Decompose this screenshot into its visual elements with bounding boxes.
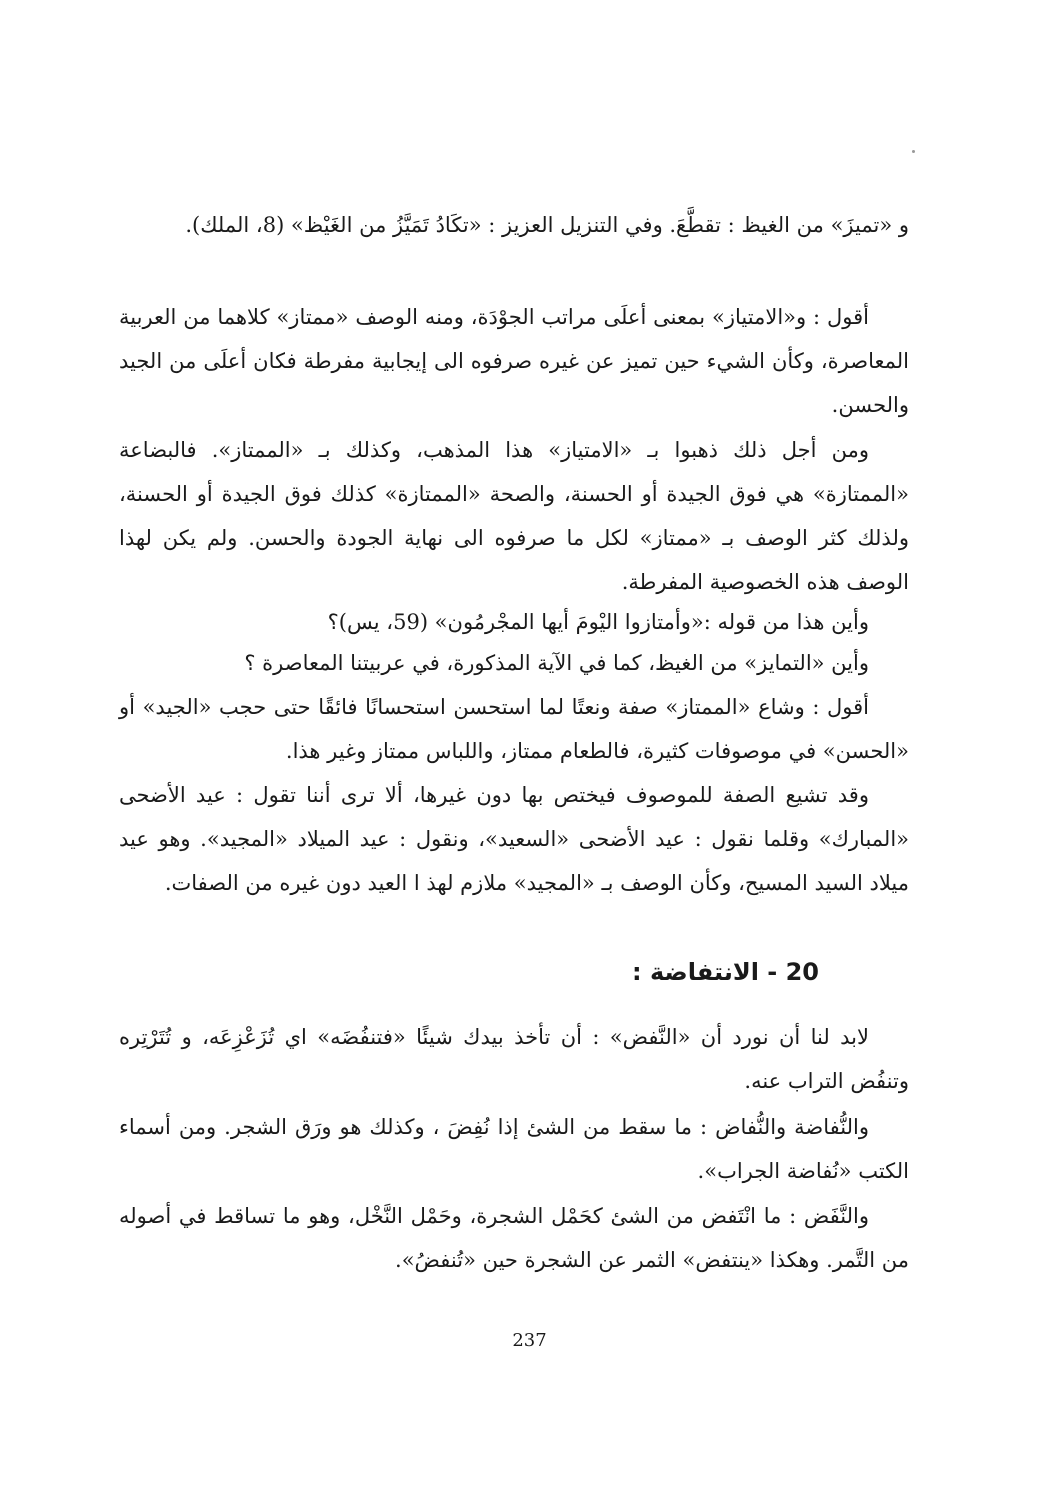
paragraph-feast-adjectives (119, 773, 909, 905)
paragraph-text: أقول : و«الامتياز» بمعنى أعلَى مراتب الجوْدَة، ومنه الوصف «ممتاز» كلاهما من العربية المعاصرة، وكأن الشيء حين تميز عن غيره صرفوه الى إيجابية مفرطة فكان أعلَى من الجيد والحسن. (119, 305, 909, 417)
paragraph-text: والنَّفَض : ما انْتَفض من الشئ كحَمْل الشجرة، وحَمْل النَّخْل، وهو ما تساقط في أصوله من التَّمر. وهكذا «ينتفض» الثمر عن الشجرة حين «تُنفضُ». (119, 1204, 909, 1272)
paragraph-text: و «تميزَ» من الغيظ : تقطَّعَ. وفي التنزيل العزيز : «تكَادُ تَمَيَّزُ من الغَيْظ» (8، الملك). (185, 213, 909, 237)
scan-speck (912, 150, 915, 153)
paragraph-mumtaz-usage (119, 428, 909, 604)
paragraph-text: لابد لنا أن نورد أن «النَّفض» : أن تأخذ بيدك شيئًا «فتنفُضَه» اي تُزَعْزِعَه، و تُتَرْتِره وتنفُض التراب عنه. (119, 1025, 909, 1093)
paragraph-mumtaz-spread (119, 685, 909, 773)
paragraph-text: وأين «التمايز» من الغيظ، كما في الآية المذكورة، في عربيتنا المعاصرة ؟ (244, 651, 869, 675)
paragraph-tamayyaza (119, 203, 909, 247)
paragraph-text: وأين هذا من قوله :«وأمتازوا اليْومَ أيها المجْرمُون» (59، يس)؟ (327, 610, 869, 634)
paragraph-text: ومن أجل ذلك ذهبوا بـ «الامتياز» هذا المذهب، وكذلك بـ «الممتاز». فالبضاعة «الممتازة» هي فوق الجيدة أو الحسنة، والصحة «الممتازة» كذلك فوق الجيدة أو الحسنة، ولذلك كثر الوصف بـ «ممتاز» لكل ما صرفوه الى نهاية الجودة والحسن. ولم يكن لهذا الوصف هذه الخصوصية المفرطة. (119, 438, 909, 594)
paragraph-tamayuz-question (119, 641, 909, 685)
paragraph-nafad (119, 1194, 909, 1282)
paragraph-text: وقد تشيع الصفة للموصوف فيختص بها دون غيرها، ألا ترى أننا تقول : عيد الأضحى «المبارك» وقلما نقول : عيد الأضحى «السعيد»، ونقول : عيد الميلاد «المجيد». وهو عيد ميلاد السيد المسيح، وكأن الوصف بـ «المجيد» ملازم لهذ ا العيد دون غيره من الصفات. (119, 783, 909, 895)
paragraph-nufada (119, 1105, 909, 1193)
page-number: 237 (512, 1330, 547, 1351)
section-heading: 20 - الانتفاضة : (632, 958, 819, 986)
paragraph-text: أقول : وشاع «الممتاز» صفة ونعتًا لما استحسن استحسانًا فائقًا حتى حجب «الجيد» أو «الحسن» في موصوفات كثيرة، فالطعام ممتاز، واللباس ممتاز وغير هذا. (119, 695, 909, 763)
paragraph-imtiyaz (119, 295, 909, 427)
paragraph-text: والنُّفاضة والنُّفاض : ما سقط من الشئ إذا نُفِضَ ، وكذلك هو ورَق الشجر. ومن أسماء الكتب «نُفاضة الجراب». (119, 1115, 909, 1183)
paragraph-quran-quote (119, 600, 909, 644)
paragraph-nafd (119, 1015, 909, 1103)
